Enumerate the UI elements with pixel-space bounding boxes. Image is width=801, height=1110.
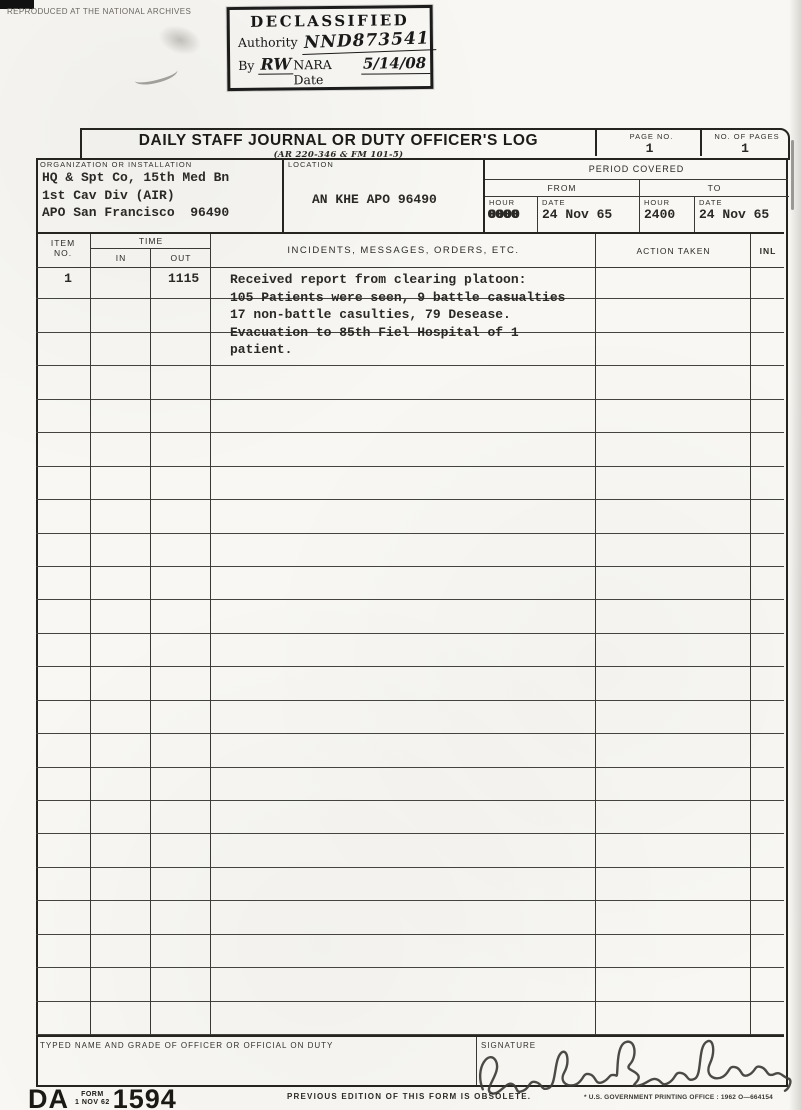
table-row	[36, 667, 784, 700]
entry-item-no: 1	[64, 271, 72, 286]
form-id-number: 1594	[112, 1084, 177, 1110]
scan-edge-mark	[791, 140, 794, 210]
period-covered-label: PERIOD COVERED	[485, 158, 788, 180]
table-row	[36, 500, 784, 533]
table-row	[36, 433, 784, 466]
column-rule-item	[90, 266, 91, 1035]
organization-cell	[36, 158, 282, 232]
column-rule-out	[210, 266, 211, 1035]
table-row	[36, 834, 784, 867]
table-row	[36, 634, 784, 667]
column-rule-action	[750, 266, 751, 1035]
organization-label: ORGANIZATION OR INSTALLATION	[40, 160, 193, 169]
col-header-out: OUT	[150, 249, 211, 267]
table-row	[36, 701, 784, 734]
table-row	[36, 935, 784, 968]
stamp-by-initials-handwriting: RW	[258, 54, 293, 74]
table-row	[36, 534, 784, 567]
table-row	[36, 366, 784, 399]
table-row	[36, 467, 784, 500]
form-id-da: DA	[28, 1084, 69, 1110]
col-header-inl: INL	[750, 234, 785, 267]
col-header-time: TIME	[90, 234, 211, 249]
from-date-label: DATE	[542, 198, 566, 207]
declassified-stamp	[227, 5, 434, 91]
period-covered-cell	[483, 158, 788, 232]
obsolete-note: PREVIOUS EDITION OF THIS FORM IS OBSOLETE.	[287, 1092, 532, 1101]
col-header-action-taken: ACTION TAKEN	[595, 234, 751, 267]
stamp-by-label: By	[238, 57, 255, 73]
stamp-title: DECLASSIFIED	[250, 11, 410, 31]
period-to-label: TO	[639, 179, 789, 197]
table-row	[36, 600, 784, 633]
scan-smudge	[155, 20, 205, 60]
pencil-mark	[133, 63, 179, 88]
no-of-pages-label: NO. OF PAGES	[714, 132, 780, 141]
journal-body	[36, 266, 784, 1035]
no-of-pages-cell	[700, 130, 788, 156]
no-of-pages-value: 1	[741, 141, 749, 156]
to-date-cell	[694, 196, 789, 232]
to-hour-cell	[639, 196, 695, 232]
table-row	[36, 801, 784, 834]
table-row	[36, 768, 784, 801]
gpo-note: * U.S. GOVERNMENT PRINTING OFFICE : 1962 O—664154	[584, 1094, 773, 1101]
signature-label: SIGNATURE	[481, 1041, 537, 1050]
column-rule-incidents	[595, 266, 596, 1035]
stamp-nara-label: NARA Date	[293, 56, 332, 88]
col-header-in: IN	[90, 249, 151, 267]
from-hour-cell	[485, 196, 537, 232]
stamp-date-handwriting: 5/14/08	[361, 54, 430, 75]
entry-text: Received report from clearing platoon: 105 Patients were seen, 9 battle casualties 17 non-battle casulties, 79 Desease. Evacuation to 85th Fiel Hospital of 1 patient.	[230, 272, 566, 357]
organization-value: HQ & Spt Co, 15th Med Bn 1st Cav Div (AIR) APO San Francisco 96490	[42, 170, 230, 220]
to-hour-label: HOUR	[644, 198, 671, 207]
table-row	[36, 868, 784, 901]
to-hour-value: 2400	[644, 207, 676, 222]
archives-note: REPRODUCED AT THE NATIONAL ARCHIVES	[7, 7, 192, 16]
period-from-label: FROM	[485, 179, 639, 197]
column-rule-in	[150, 266, 151, 1035]
location-label: LOCATION	[288, 160, 334, 169]
table-row	[36, 901, 784, 934]
page-no-value: 1	[645, 141, 654, 156]
page-no-label: PAGE NO.	[629, 132, 674, 141]
table-row	[36, 734, 784, 767]
from-date-value: 24 Nov 65	[542, 207, 613, 222]
col-header-incidents: INCIDENTS, MESSAGES, ORDERS, ETC.	[210, 234, 596, 267]
journal-header	[36, 232, 784, 268]
page-no-cell	[595, 130, 702, 156]
table-row	[36, 968, 784, 1001]
from-hour-value: 0000	[488, 207, 520, 222]
stamp-authority-handwriting: NND873541	[301, 28, 436, 55]
form-id-edition: FORM 1 NOV 62	[75, 1091, 110, 1106]
table-row	[36, 400, 784, 433]
table-row	[36, 567, 784, 600]
to-date-value: 24 Nov 65	[699, 207, 770, 222]
stamp-authority-label: Authority	[237, 34, 298, 50]
col-header-item-no: ITEM NO.	[50, 238, 76, 258]
form-subtitle: (AR 220-346 & FM 101-5)	[273, 150, 404, 160]
location-value: AN KHE APO 96490	[312, 192, 437, 207]
typed-name-label: TYPED NAME AND GRADE OF OFFICER OR OFFICIAL ON DUTY	[40, 1041, 334, 1050]
entry-time-out: 1115	[168, 271, 200, 286]
from-hour-label: HOUR	[489, 198, 516, 207]
form-id-block	[28, 1084, 177, 1110]
from-date-cell	[537, 196, 640, 232]
form-title: DAILY STAFF JOURNAL OR DUTY OFFICER'S LOG	[138, 132, 539, 149]
to-date-label: DATE	[699, 198, 723, 207]
location-cell	[282, 158, 485, 232]
